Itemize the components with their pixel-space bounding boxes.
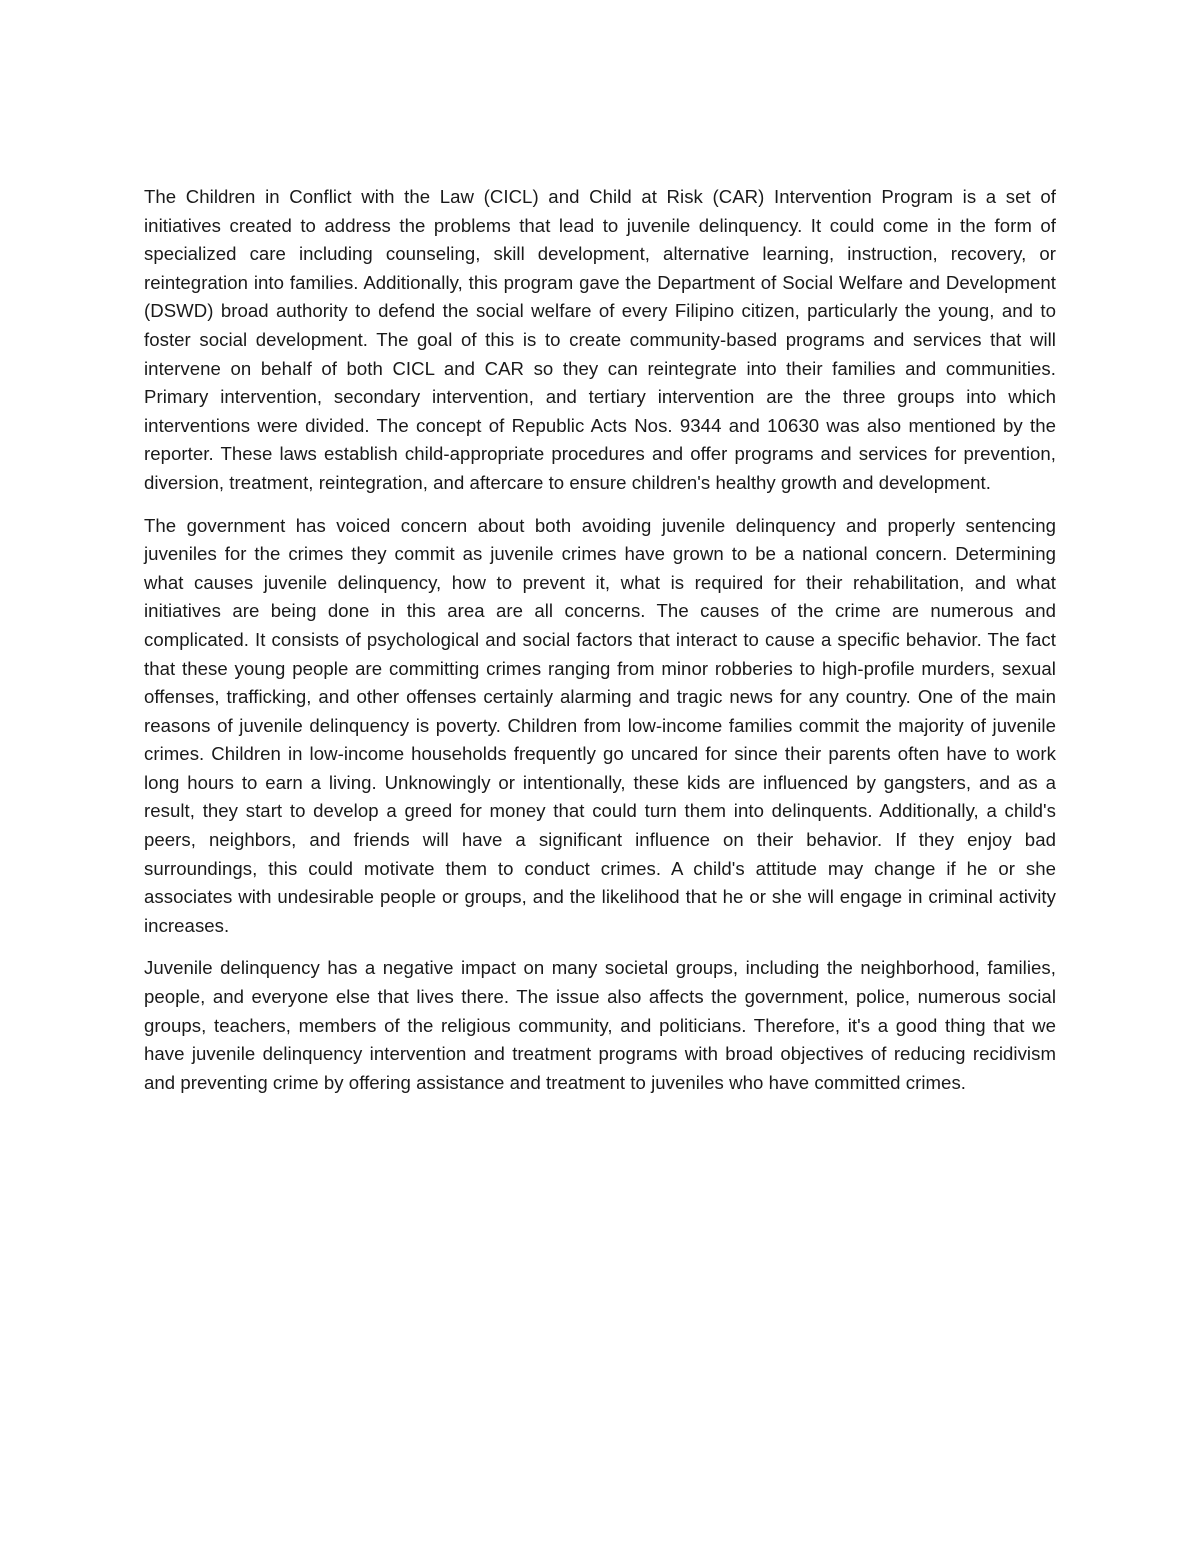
document-body xyxy=(144,183,1056,1111)
paragraph-2: The government has voiced concern about both avoiding juvenile delinquency and properly sentencing juveniles for the crimes they commit as juvenile crimes have grown to be a national concern. Determining what causes juvenile delinquency, how to prevent it, what is required for their rehabilitation, and what initiatives are being done in this area are all concerns. The causes of the crime are numerous and complicated. It consists of psychological and social factors that interact to cause a specific behavior. The fact that these young people are committing crimes ranging from minor robberies to high-profile murders, sexual offenses, trafficking, and other offenses certainly alarming and tragic news for any country. One of the main reasons of juvenile delinquency is poverty. Children from low-income families commit the majority of juvenile crimes. Children in low-income households frequently go uncared for since their parents often have to work long hours to earn a living. Unknowingly or intentionally, these kids are influenced by gangsters, and as a result, they start to develop a greed for money that could turn them into delinquents. Additionally, a child's peers, neighbors, and friends will have a significant influence on their behavior. If they enjoy bad surroundings, this could motivate them to conduct crimes. A child's attitude may change if he or she associates with undesirable people or groups, and the likelihood that he or she will engage in criminal activity increases. xyxy=(144,514,1056,936)
paragraph-3: Juvenile delinquency has a negative impact on many societal groups, including the neighborhood, families, people, and everyone else that lives there. The issue also affects the government, police, numerous social groups, teachers, members of the religious community, and politicians. Therefore, it's a good thing that we have juvenile delinquency intervention and treatment programs with broad objectives of reducing recidivism and preventing crime by offering assistance and treatment to juveniles who have committed crimes. xyxy=(144,957,1056,1093)
paragraph-1: The Children in Conflict with the Law (CICL) and Child at Risk (CAR) Intervention Program is a set of initiatives created to address the problems that lead to juvenile delinquency. It could come in the form of specialized care including counseling, skill development, alternative learning, instruction, recovery, or reintegration into families. Additionally, this program gave the Department of Social Welfare and Development (DSWD) broad authority to defend the social welfare of every Filipino citizen, particularly the young, and to foster social development. The goal of this is to create community-based programs and services that will intervene on behalf of both CICL and CAR so they can reintegrate into their families and communities. Primary intervention, secondary intervention, and tertiary intervention are the three groups into which interventions were divided. The concept of Republic Acts Nos. 9344 and 10630 was also mentioned by the reporter. These laws establish child-appropriate procedures and offer programs and services for prevention, diversion, treatment, reintegration, and aftercare to ensure children's healthy growth and development. xyxy=(144,186,1056,493)
